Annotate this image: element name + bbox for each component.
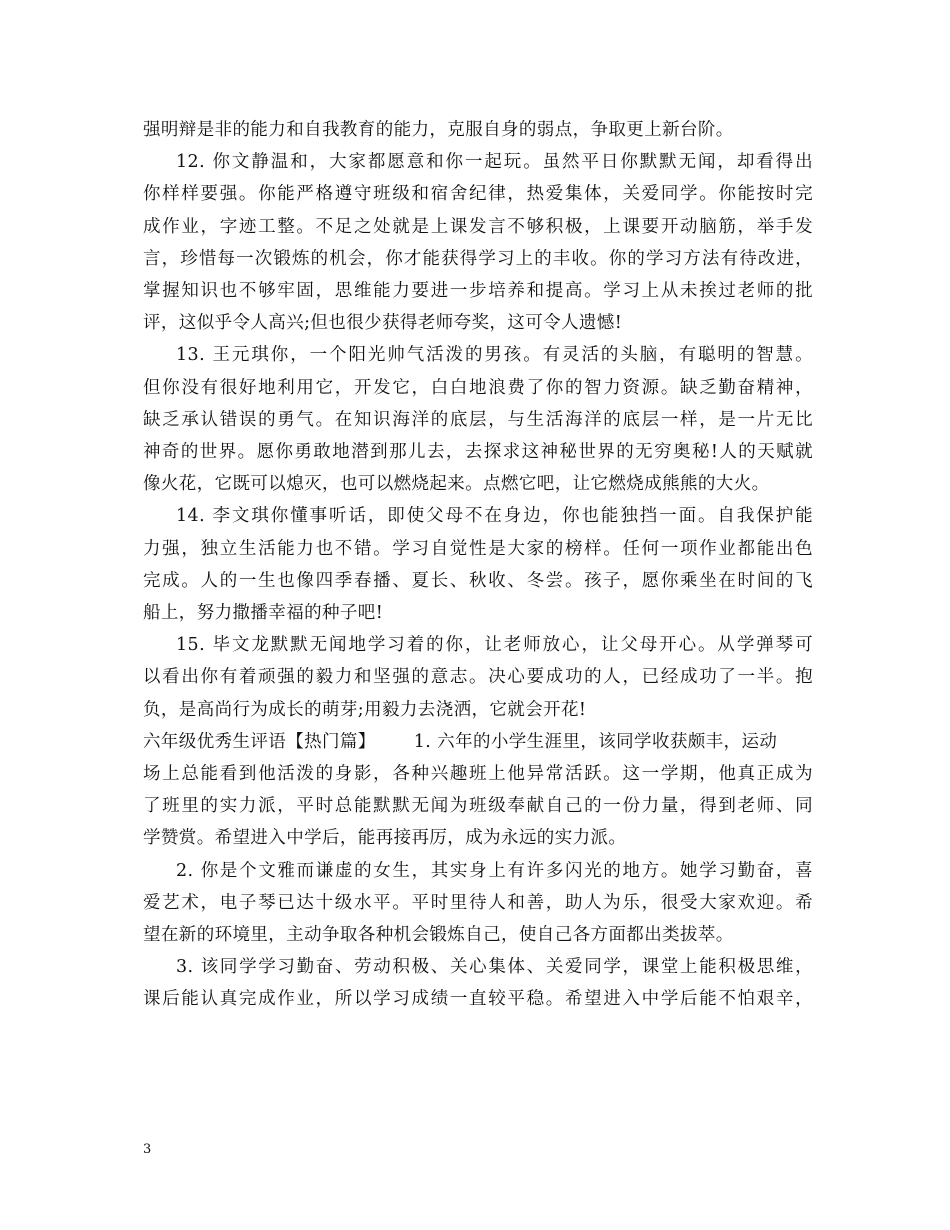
text-line: 以看出你有着顽强的毅力和坚强的意志。决心要成功的人，已经成功了一半。抱 (143, 667, 813, 688)
text-line: 神奇的世界。愿你勇敢地潜到那儿去，去探求这神秘世界的无穷奥秘!人的天赋就 (143, 442, 813, 462)
text-line: 但你没有很好地利用它，开发它，白白地浪费了你的智力资源。缺乏勤奋精神， (143, 377, 813, 398)
section-first-item: 1. 六年的小学生涯里，该同学收获颇丰，运动 (413, 731, 778, 752)
text-line: 3. 该同学学习勤奋、劳动积极、关心集体、关爱同学，课堂上能积极思维， (176, 957, 813, 978)
text-line: 爱艺术，电子琴已达十级水平。平时里待人和善，助人为乐，很受大家欢迎。希 (143, 892, 813, 913)
text-line: 15. 毕文龙默默无闻地学习着的你，让老师放心，让父母开心。从学弹琴可 (176, 635, 813, 656)
text-line: 你样样要强。你能严格遵守班级和宿舍纪律，热爱集体，关爱同学。你能按时完 (143, 184, 813, 205)
text-line: 评，这似乎令人高兴;但也很少获得老师夸奖，这可令人遗憾! (143, 313, 623, 334)
text-line: 缺乏承认错误的勇气。在知识海洋的底层，与生活海洋的底层一样，是一片无比 (143, 409, 813, 430)
text-line: 场上总能看到他活泼的身影，各种兴趣班上他异常活跃。这一学期，他真正成为 (143, 764, 813, 784)
text-line: 力强，独立生活能力也不错。学习自觉性是大家的榜样。任何一项作业都能出色 (143, 538, 813, 559)
text-line: 了班里的实力派，平时总能默默无闻为班级奉献自己的一份力量，得到老师、同 (143, 796, 813, 817)
text-line: 言，珍惜每一次锻炼的机会，你才能获得学习上的丰收。你的学习方法有待改进， (143, 248, 813, 269)
page-number: 3 (143, 1142, 152, 1157)
text-line: 成作业，字迹工整。不足之处就是上课发言不够积极，上课要开动脑筋，举手发 (143, 216, 813, 237)
text-line: 课后能认真完成作业，所以学习成绩一直较平稳。希望进入中学后能不怕艰辛， (143, 989, 813, 1010)
text-line: 望在新的环境里，主动争取各种机会锻炼自己，使自己各方面都出类拔萃。 (143, 925, 734, 945)
text-line: 像火花，它既可以熄灭，也可以燃烧起来。点燃它吧，让它燃烧成熊熊的大火。 (143, 474, 770, 495)
text-line: 12. 你文静温和，大家都愿意和你一起玩。虽然平日你默默无闻，却看得出 (176, 152, 813, 173)
text-line: 负，是高尚行为成长的萌芽;用毅力去浇洒，它就会开花! (143, 699, 587, 720)
section-heading-line (143, 730, 813, 754)
text-line: 掌握知识也不够牢固，思维能力要进一步培养和提高。学习上从未挨过老师的批 (143, 281, 813, 301)
section-heading: 六年级优秀生评语【热门篇】 (143, 731, 376, 752)
text-line: 强明辩是非的能力和自我教育的能力，克服自身的弱点，争取更上新台阶。 (143, 120, 734, 140)
text-line: 13. 王元琪你，一个阳光帅气活泼的男孩。有灵活的头脑，有聪明的智慧。 (176, 345, 813, 366)
text-line: 2. 你是个文雅而谦虚的女生，其实身上有许多闪光的地方。她学习勤奋，喜 (176, 860, 813, 881)
text-line: 完成。人的一生也像四季春播、夏长、秋收、冬尝。孩子，愿你乘坐在时间的飞 (143, 570, 813, 591)
text-line: 学赞赏。希望进入中学后，能再接再厉，成为永远的实力派。 (143, 828, 627, 849)
text-line: 14. 李文琪你懂事听话，即使父母不在身边，你也能独挡一面。自我保护能 (176, 506, 813, 527)
text-line: 船上，努力撒播幸福的种子吧! (143, 603, 384, 623)
